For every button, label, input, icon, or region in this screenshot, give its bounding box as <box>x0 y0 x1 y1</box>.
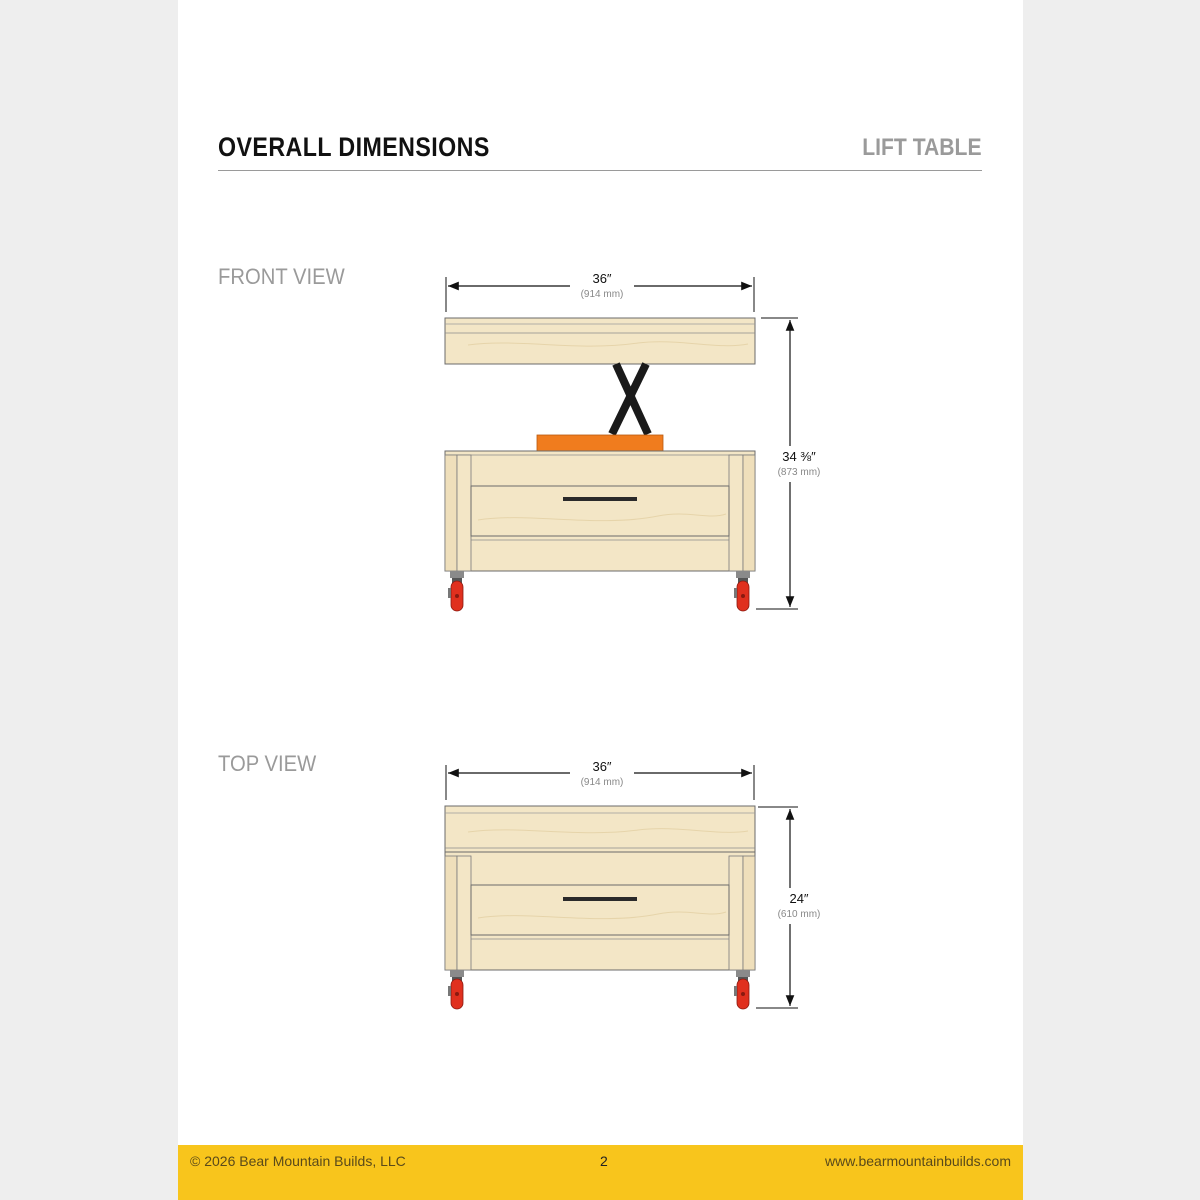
front-right-post-inner <box>729 455 743 571</box>
top-depth-mm: (610 mm) <box>777 909 821 920</box>
front-left-post-outer <box>445 455 457 571</box>
front-caster-left <box>448 571 464 611</box>
front-drawer-handle <box>563 497 637 501</box>
page-title: OVERALL DIMENSIONS <box>218 132 490 162</box>
top-view-drawing <box>445 759 820 1009</box>
top-width-mm: (914 mm) <box>580 777 624 788</box>
top-right-post-outer <box>743 856 755 970</box>
footer-copyright: © 2026 Bear Mountain Builds, LLC <box>190 1153 406 1169</box>
front-width-inches: 36″ <box>592 271 612 286</box>
front-right-post-outer <box>743 455 755 571</box>
front-caster-right <box>734 571 750 611</box>
front-height-inches: 34 ⅜″ <box>782 449 816 464</box>
top-left-post-inner <box>457 856 471 970</box>
top-caster-left <box>448 970 464 1009</box>
dimension-drawing <box>178 0 1023 1145</box>
page-subtitle: LIFT TABLE <box>862 134 982 161</box>
front-view-drawing <box>445 271 820 611</box>
top-left-post-outer <box>445 856 457 970</box>
top-depth-inches: 24″ <box>789 891 809 906</box>
front-left-post-inner <box>457 455 471 571</box>
footer-page-number: 2 <box>600 1153 608 1169</box>
top-caster-right <box>734 970 750 1009</box>
front-height-mm: (873 mm) <box>777 467 821 478</box>
front-view-label: FRONT VIEW <box>218 264 345 289</box>
front-lift-top <box>445 318 755 364</box>
front-drawer <box>471 486 729 536</box>
top-drawer <box>471 885 729 935</box>
top-view-label: TOP VIEW <box>218 751 317 776</box>
top-drawer-handle <box>563 897 637 901</box>
document-page <box>178 0 1023 1200</box>
top-right-post-inner <box>729 856 743 970</box>
page-footer <box>178 1145 1023 1200</box>
front-lift-plate <box>537 435 663 451</box>
front-width-mm: (914 mm) <box>580 289 624 300</box>
top-width-inches: 36″ <box>592 759 612 774</box>
footer-website-link[interactable]: www.bearmountainbuilds.com <box>825 1153 1011 1169</box>
